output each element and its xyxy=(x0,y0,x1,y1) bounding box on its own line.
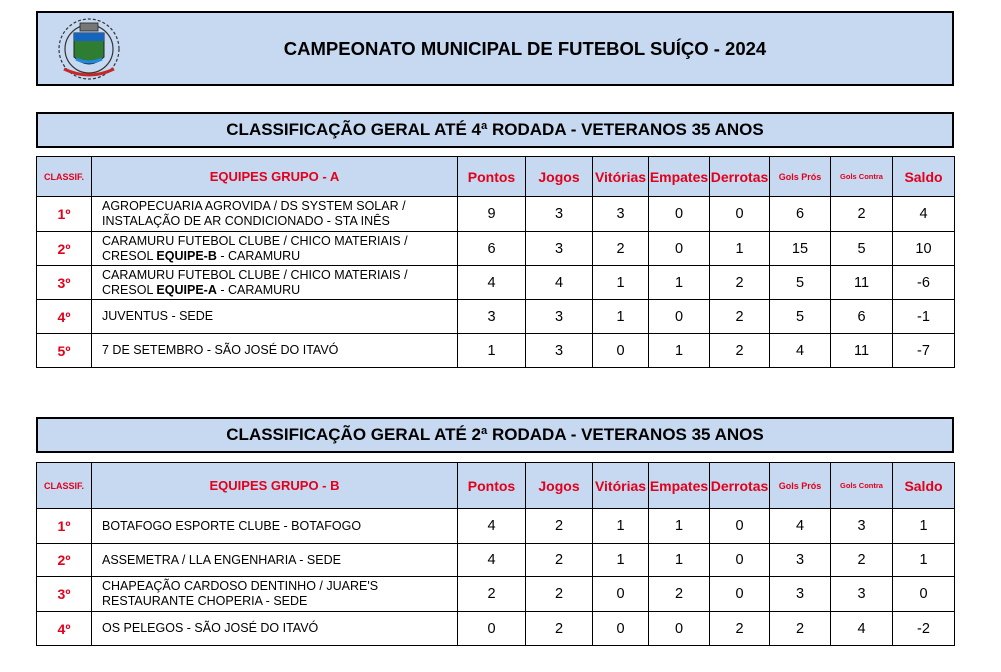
col-saldo: Saldo xyxy=(893,157,955,197)
table-row xyxy=(37,300,955,334)
gols-contra-cell: 4 xyxy=(831,612,893,646)
pontos-cell: 1 xyxy=(458,334,526,368)
col-vitorias: Vitórias xyxy=(593,463,649,509)
pontos-cell: 6 xyxy=(458,232,526,266)
vitorias-cell: 1 xyxy=(593,300,649,334)
jogos-cell: 4 xyxy=(526,266,593,300)
gols-pros-cell: 2 xyxy=(770,612,831,646)
gols-pros-cell: 5 xyxy=(770,300,831,334)
position-cell: 3º xyxy=(37,266,92,300)
col-equipes: EQUIPES GRUPO - B xyxy=(92,463,458,509)
pontos-cell: 2 xyxy=(458,577,526,612)
jogos-cell: 2 xyxy=(526,544,593,577)
derrotas-cell: 2 xyxy=(710,334,770,368)
empates-cell: 1 xyxy=(649,334,710,368)
gols-pros-cell: 3 xyxy=(770,577,831,612)
vitorias-cell: 2 xyxy=(593,232,649,266)
col-jogos: Jogos xyxy=(526,463,593,509)
empates-cell: 0 xyxy=(649,197,710,232)
col-classif: CLASSIF. xyxy=(37,463,92,509)
gols-contra-cell: 2 xyxy=(831,197,893,232)
team-name-line: CARAMURU FUTEBOL CLUBE / CHICO MATERIAIS / xyxy=(102,267,408,282)
col-derrotas: Derrotas xyxy=(710,157,770,197)
jogos-cell: 2 xyxy=(526,612,593,646)
gols-contra-cell: 11 xyxy=(831,266,893,300)
empates-cell: 0 xyxy=(649,612,710,646)
team-name-bold: EQUIPE-B xyxy=(156,248,217,263)
col-empates: Empates xyxy=(649,463,710,509)
col-saldo: Saldo xyxy=(893,463,955,509)
saldo-cell: 1 xyxy=(893,509,955,544)
pontos-cell: 4 xyxy=(458,509,526,544)
table-row xyxy=(37,334,955,368)
team-name-line: RESTAURANTE CHOPERIA - SEDE xyxy=(102,594,308,608)
jogos-cell: 3 xyxy=(526,334,593,368)
col-equipes: EQUIPES GRUPO - A xyxy=(92,157,458,197)
col-gols-contra: Gols Contra xyxy=(831,463,893,509)
gols-contra-cell: 5 xyxy=(831,232,893,266)
position-cell: 3º xyxy=(37,577,92,612)
page-title: CAMPEONATO MUNICIPAL DE FUTEBOL SUÍÇO - 2024 xyxy=(283,37,767,59)
empates-cell: 1 xyxy=(649,544,710,577)
pontos-cell: 3 xyxy=(458,300,526,334)
team-cell: OS PELEGOS - SÃO JOSÉ DO ITAVÓ xyxy=(92,612,458,646)
saldo-cell: 10 xyxy=(893,232,955,266)
table-row xyxy=(37,612,955,646)
gols-pros-cell: 3 xyxy=(770,544,831,577)
jogos-cell: 2 xyxy=(526,509,593,544)
jogos-cell: 3 xyxy=(526,300,593,334)
table-header-row xyxy=(37,463,955,509)
group-b-table xyxy=(36,462,955,646)
saldo-cell: -2 xyxy=(893,612,955,646)
derrotas-cell: 2 xyxy=(710,612,770,646)
col-classif: CLASSIF. xyxy=(37,157,92,197)
team-cell: 7 DE SETEMBRO - SÃO JOSÉ DO ITAVÓ xyxy=(92,334,458,368)
team-cell: JUVENTUS - SEDE xyxy=(92,300,458,334)
group-b-section-title: CLASSIFICAÇÃO GERAL ATÉ 2ª RODADA - VETERANOS 35 ANOS xyxy=(36,417,954,453)
pontos-cell: 0 xyxy=(458,612,526,646)
team-name-bold: EQUIPE-A xyxy=(156,282,217,297)
pontos-cell: 9 xyxy=(458,197,526,232)
empates-cell: 0 xyxy=(649,300,710,334)
derrotas-cell: 2 xyxy=(710,266,770,300)
team-name-part: - CARAMURU xyxy=(216,248,301,263)
derrotas-cell: 0 xyxy=(710,197,770,232)
gols-pros-cell: 15 xyxy=(770,232,831,266)
pontos-cell: 4 xyxy=(458,544,526,577)
derrotas-cell: 0 xyxy=(710,509,770,544)
derrotas-cell: 0 xyxy=(710,577,770,612)
saldo-cell: 0 xyxy=(893,577,955,612)
team-name-line: CARAMURU FUTEBOL CLUBE / CHICO MATERIAIS / xyxy=(102,233,408,248)
team-name-part: CRESOL xyxy=(102,282,157,297)
vitorias-cell: 0 xyxy=(593,334,649,368)
team-cell xyxy=(92,197,458,232)
col-derrotas: Derrotas xyxy=(710,463,770,509)
team-name-part: CRESOL xyxy=(102,248,157,263)
team-name-part: - CARAMURU xyxy=(216,282,301,297)
position-cell: 4º xyxy=(37,612,92,646)
saldo-cell: -1 xyxy=(893,300,955,334)
gols-contra-cell: 2 xyxy=(831,544,893,577)
jogos-cell: 2 xyxy=(526,577,593,612)
position-cell: 5º xyxy=(37,334,92,368)
table-row xyxy=(37,544,955,577)
gols-pros-cell: 5 xyxy=(770,266,831,300)
team-name-line: CHAPEAÇÃO CARDOSO DENTINHO / JUARE'S xyxy=(102,579,379,593)
empates-cell: 2 xyxy=(649,577,710,612)
saldo-cell: -6 xyxy=(893,266,955,300)
col-gols-contra: Gols Contra xyxy=(831,157,893,197)
table-header-row xyxy=(37,157,955,197)
gols-contra-cell: 3 xyxy=(831,509,893,544)
vitorias-cell: 0 xyxy=(593,612,649,646)
title-banner xyxy=(36,11,954,86)
gols-pros-cell: 4 xyxy=(770,509,831,544)
table-row xyxy=(37,232,955,266)
derrotas-cell: 0 xyxy=(710,544,770,577)
derrotas-cell: 2 xyxy=(710,300,770,334)
gols-contra-cell: 6 xyxy=(831,300,893,334)
group-a-table xyxy=(36,156,955,368)
col-gols-pros: Gols Prós xyxy=(770,157,831,197)
position-cell: 1º xyxy=(37,509,92,544)
team-cell: BOTAFOGO ESPORTE CLUBE - BOTAFOGO xyxy=(92,509,458,544)
team-name-line: AGROPECUARIA AGROVIDA / DS SYSTEM SOLAR / xyxy=(102,199,406,213)
vitorias-cell: 3 xyxy=(593,197,649,232)
team-name-line: INSTALAÇÃO DE AR CONDICIONADO - STA INÊS xyxy=(102,214,390,228)
position-cell: 1º xyxy=(37,197,92,232)
derrotas-cell: 1 xyxy=(710,232,770,266)
gols-contra-cell: 11 xyxy=(831,334,893,368)
vitorias-cell: 1 xyxy=(593,544,649,577)
team-cell: ASSEMETRA / LLA ENGENHARIA - SEDE xyxy=(92,544,458,577)
empates-cell: 0 xyxy=(649,232,710,266)
position-cell: 4º xyxy=(37,300,92,334)
position-cell: 2º xyxy=(37,544,92,577)
gols-pros-cell: 6 xyxy=(770,197,831,232)
col-jogos: Jogos xyxy=(526,157,593,197)
team-cell xyxy=(92,266,458,300)
saldo-cell: -7 xyxy=(893,334,955,368)
saldo-cell: 4 xyxy=(893,197,955,232)
empates-cell: 1 xyxy=(649,266,710,300)
vitorias-cell: 1 xyxy=(593,509,649,544)
table-row xyxy=(37,577,955,612)
table-row xyxy=(37,197,955,232)
pontos-cell: 4 xyxy=(458,266,526,300)
team-cell xyxy=(92,577,458,612)
jogos-cell: 3 xyxy=(526,197,593,232)
position-cell: 2º xyxy=(37,232,92,266)
col-empates: Empates xyxy=(649,157,710,197)
team-cell xyxy=(92,232,458,266)
gols-contra-cell: 3 xyxy=(831,577,893,612)
jogos-cell: 3 xyxy=(526,232,593,266)
col-pontos: Pontos xyxy=(458,463,526,509)
col-vitorias: Vitórias xyxy=(593,157,649,197)
empates-cell: 1 xyxy=(649,509,710,544)
vitorias-cell: 1 xyxy=(593,266,649,300)
col-gols-pros: Gols Prós xyxy=(770,463,831,509)
col-pontos: Pontos xyxy=(458,157,526,197)
table-row xyxy=(37,266,955,300)
saldo-cell: 1 xyxy=(893,544,955,577)
gols-pros-cell: 4 xyxy=(770,334,831,368)
vitorias-cell: 0 xyxy=(593,577,649,612)
table-row xyxy=(37,509,955,544)
group-a-section-title: CLASSIFICAÇÃO GERAL ATÉ 4ª RODADA - VETERANOS 35 ANOS xyxy=(36,112,954,148)
